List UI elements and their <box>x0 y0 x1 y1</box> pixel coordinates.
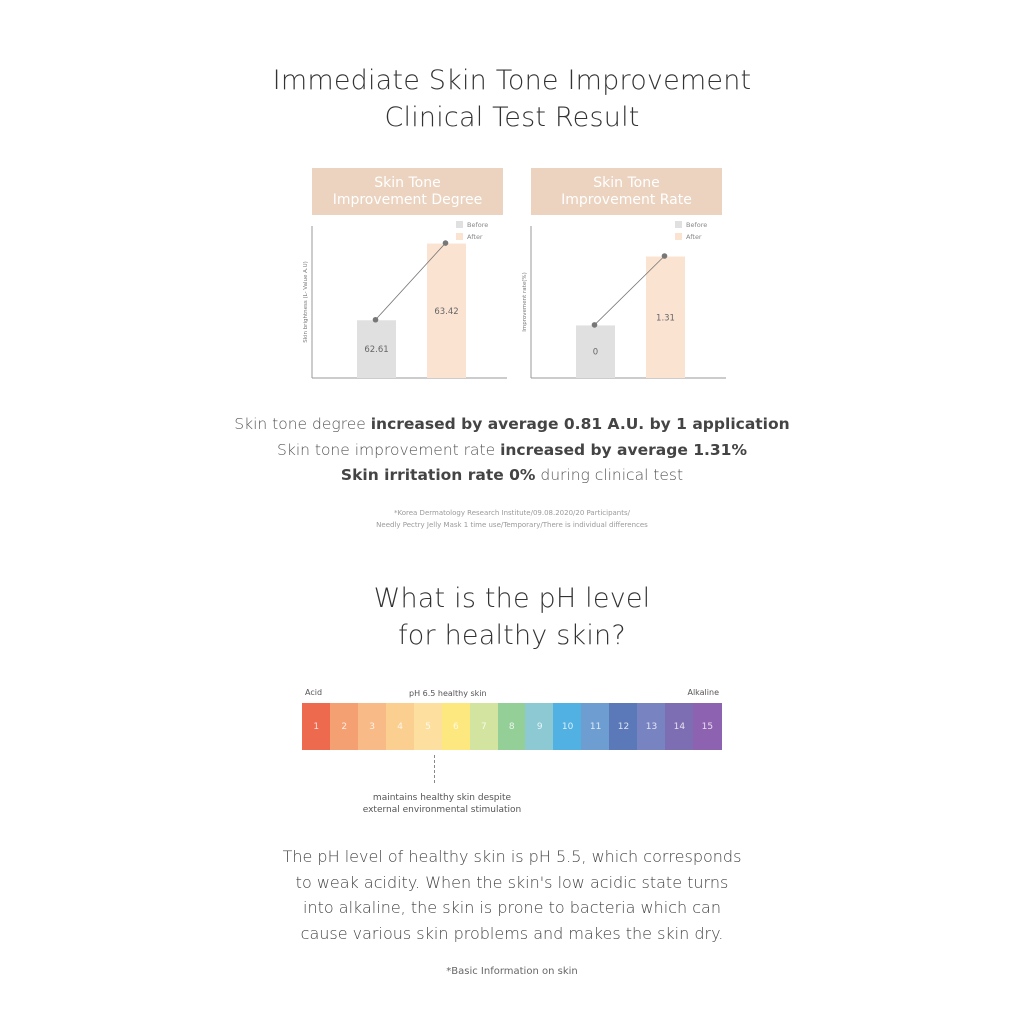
chart-2-plot <box>515 216 727 386</box>
description-line-3: into alkaline, the skin is prone to bacteria which can <box>303 898 721 917</box>
ph-cell-1: 1 <box>302 703 331 750</box>
ph-section-title-line2: for healthy skin? <box>398 620 626 651</box>
trend-point-before <box>373 317 379 323</box>
summary-line-2-bold: increased by average 1.31% <box>500 441 747 459</box>
summary-line-3-bold: Skin irritation rate 0% <box>340 466 536 484</box>
ph-caption-line1: maintains healthy skin despite <box>372 793 512 803</box>
description-line-4: cause various skin problems and makes the skin dry. <box>300 924 724 943</box>
ph-caption <box>0 792 884 816</box>
bar-value-label: 62.61 <box>364 345 389 356</box>
legend-swatch-before <box>456 221 463 228</box>
chart-1-plot <box>296 216 508 386</box>
ph-cell-8: 8 <box>498 703 527 750</box>
section-title-line2: Clinical Test Result <box>384 102 640 133</box>
ph-cell-15: 15 <box>693 703 722 750</box>
ph-cell-13: 13 <box>637 703 666 750</box>
legend-swatch-after <box>456 233 463 240</box>
legend-label-before: Before <box>467 221 489 229</box>
summary-line-2 <box>0 437 1024 463</box>
summary-line-1 <box>0 411 1024 437</box>
chart-2-title-line2: Improvement Rate <box>561 191 692 208</box>
ph-cell-3: 3 <box>358 703 387 750</box>
summary-line-2-text: Skin tone improvement rate <box>277 441 501 459</box>
acid-label: Acid <box>305 688 323 697</box>
trend-point-before <box>592 322 598 328</box>
ph-cell-4: 4 <box>386 703 415 750</box>
ph-cell-5: 5 <box>414 703 443 750</box>
ph-cell-2: 2 <box>330 703 359 750</box>
ph-marker-line <box>434 755 435 783</box>
ph-cell-7: 7 <box>470 703 499 750</box>
legend-label-after: After <box>686 233 702 241</box>
ph-cell-10: 10 <box>553 703 582 750</box>
ph-cell-14: 14 <box>665 703 694 750</box>
legend-label-after: After <box>467 233 483 241</box>
basic-info-note: *Basic Information on skin <box>446 966 578 977</box>
ph-caption-line2: external environmental stimulation <box>362 805 522 815</box>
ph-scale-bar <box>302 703 721 750</box>
bar-value-label: 1.31 <box>656 313 675 324</box>
ph-section-title-line1: What is the pH level <box>373 583 651 614</box>
ph-marker-label: pH 6.5 healthy skin <box>409 689 487 698</box>
chart-1-header <box>312 168 503 215</box>
trend-point-after <box>662 253 668 259</box>
chart-2-header <box>531 168 722 215</box>
trend-point-after <box>443 240 449 246</box>
ph-cell-6: 6 <box>442 703 471 750</box>
y-axis-label: Improvement rate(%) <box>522 272 528 332</box>
description-line-2: to weak acidity. When the skin's low acidic state turns <box>295 873 729 892</box>
summary-line-3 <box>0 462 1024 488</box>
footnote-line-1: *Korea Dermatology Research Institute/09.08.2020/20 Participants/ <box>393 509 630 517</box>
chart-1-title-line1: Skin Tone <box>374 174 441 191</box>
legend-label-before: Before <box>686 221 708 229</box>
summary-line-3-text: during clinical test <box>535 466 684 484</box>
y-axis-label: Skin brightness (L- Value A.U) <box>303 261 309 343</box>
chart-1-title-line2: Improvement Degree <box>332 191 483 208</box>
chart-2-title-line1: Skin Tone <box>593 174 660 191</box>
bar-value-label: 0 <box>592 347 599 358</box>
section-title-line1: Immediate Skin Tone Improvement <box>272 65 752 96</box>
ph-cell-11: 11 <box>581 703 610 750</box>
summary-line-1-bold: increased by average 0.81 A.U. by 1 application <box>370 415 790 433</box>
footnote-line-2: Needly Pectry Jelly Mask 1 time use/Temporary/There is individual differences <box>376 521 648 529</box>
legend-swatch-before <box>675 221 682 228</box>
alkaline-label: Alkaline <box>687 688 719 697</box>
bar-value-label: 63.42 <box>434 306 459 317</box>
description-line-1: The pH level of healthy skin is pH 5.5, which corresponds <box>282 847 742 866</box>
ph-cell-9: 9 <box>525 703 554 750</box>
summary-line-1-text: Skin tone degree <box>234 415 371 433</box>
ph-cell-12: 12 <box>609 703 638 750</box>
legend-swatch-after <box>675 233 682 240</box>
